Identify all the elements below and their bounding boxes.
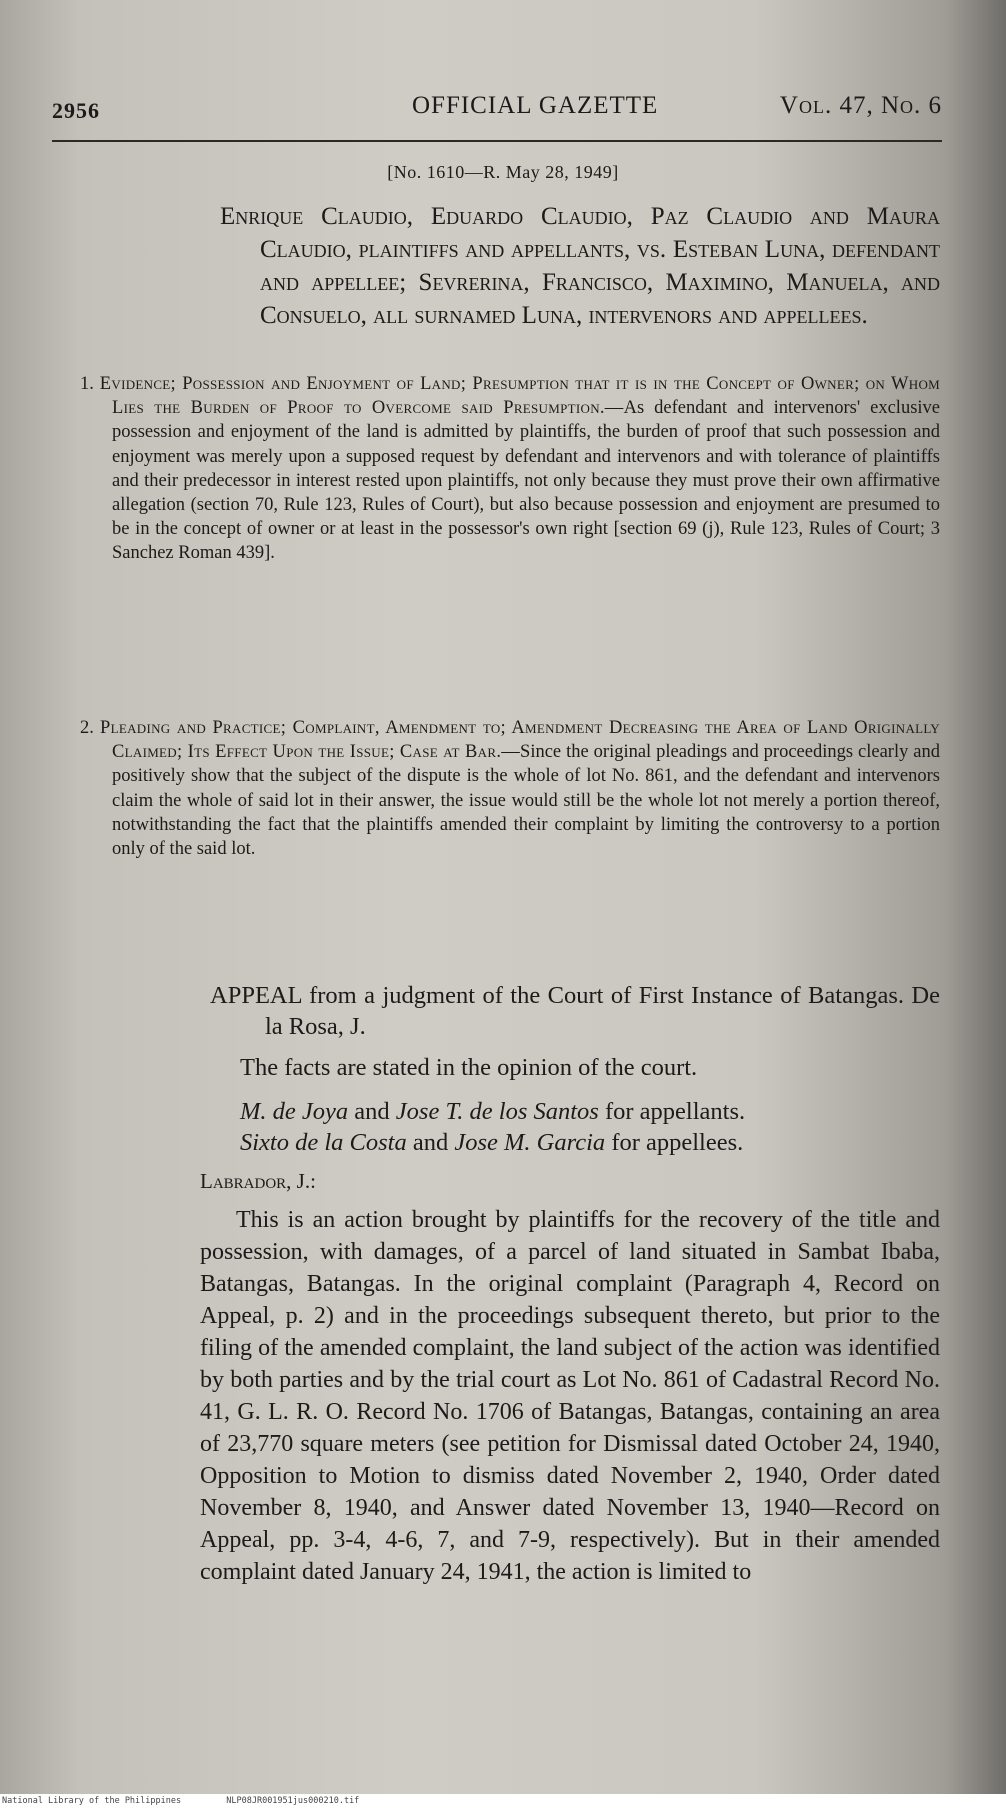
parties-text: Enrique Claudio, Eduardo Claudio, Paz Claudio and Maura Claudio, plaintiffs and appellants, vs. Esteban Luna, defendant and appellee; Sevrerina, Francisco, Maximino, Manuela, and Consuelo, all surnamed Luna, intervenors and appellees. xyxy=(220,203,940,329)
page-header xyxy=(52,92,942,132)
counsel-appellants xyxy=(240,1096,940,1127)
counsel-role: for appellants. xyxy=(604,1098,746,1125)
counsel-conjunction: and xyxy=(354,1098,390,1125)
counsel-conjunction: and xyxy=(412,1129,449,1156)
facts-statement: The facts are stated in the opinion of the court. xyxy=(240,1054,698,1081)
case-number: [No. 1610—R. May 28, 1949] xyxy=(387,162,619,182)
scan-filename: NLP08JR001951jus000210.tif xyxy=(226,1796,360,1806)
syllabus-number: 1. xyxy=(80,374,94,394)
header-rule xyxy=(52,140,942,142)
syllabus-item-2 xyxy=(80,716,940,861)
counsel-name: Jose T. de los Santos xyxy=(395,1098,599,1125)
counsel-appellees xyxy=(240,1127,940,1158)
publication-title: OFFICIAL GAZETTE xyxy=(412,92,659,119)
counsel-name: M. de Joya xyxy=(240,1098,349,1125)
counsel-name: Jose M. Garcia xyxy=(454,1129,606,1156)
syllabus-heading: Pleading and Practice; Complaint, Amendment to; Amendment Decreasing the Area of Land Originally Claimed; Its Effect Upon the Issue; Case at Bar.— xyxy=(100,718,940,763)
judge-name: Labrador, J.: xyxy=(200,1169,316,1193)
library-credit: National Library of the Philippines xyxy=(2,1796,182,1806)
volume-number: Vol. 47, No. 6 xyxy=(779,92,942,119)
counsel-block xyxy=(210,1096,940,1158)
syllabus-text: As defendant and intervenors' exclusive possession and enjoyment of the land is admitted by plaintiffs, the burden of proof that such possession and enjoyment was merely upon a supposed request by defendant and intervenors and with tolerance of plaintiffs and their predecessor in interest rested upon plaintiffs, not only because they must prove their own affirmative allegation (section 70, Rule 123, Rules of Court), but also because possession and enjoyment are presumed to be in the concept of owner or at least in the possessor's own right [section 69 (j), Rule 123, Rules of Court; 3 Sanchez Roman 439]. xyxy=(112,398,940,564)
opinion-text: This is an action brought by plaintiffs for the recovery of the title and possession, with damages, of a parcel of land situated in Sambat Ibaba, Batangas, Batangas. In the original complaint (Paragraph 4, Record on Appeal, p. 2) and in the proceedings subsequent thereto, but prior to the filing of the amended complaint, the land subject of the action was identified by both parties and by the trial court as Lot No. 861 of Cadastral Record No. 41, G. L. R. O. Record No. 1706 of Batangas, Batangas, containing an area of 23,770 square meters (see petition for Dismissal dated October 24, 1940, Opposition to Motion to dismiss dated November 2, 1940, Order dated November 8, 1940, and Answer dated November 13, 1940—Record on Appeal, pp. 3-4, 4-6, 7, and 7-9, respectively). But in their amended complaint dated January 24, 1941, the action is limited to xyxy=(200,1207,940,1585)
syllabus-number: 2. xyxy=(80,718,94,738)
syllabus-item-1 xyxy=(80,372,940,566)
page-number: 2956 xyxy=(52,98,100,123)
counsel-name: Sixto de la Costa xyxy=(240,1129,407,1156)
scan-footer xyxy=(0,1794,1006,1808)
syllabus-text: Since the original pleadings and proceedings clearly and positively show that the subject of the dispute is the whole of lot No. 861, and the defendant and intervenors claim the whole of said lot in their answer, the issue would still be the whole lot not merely a portion thereof, notwithstanding the fact that the plaintiffs amended their complaint by limiting the controversy to a portion only of the said lot. xyxy=(112,742,941,860)
appeal-statement: APPEAL from a judgment of the Court of First Instance of Batangas. De la Rosa, J. xyxy=(210,982,940,1040)
case-parties xyxy=(220,200,940,332)
counsel-role: for appellees. xyxy=(611,1129,744,1156)
syllabus-heading: Evidence; Possession and Enjoyment of Land; Presumption that it is in the Concept of Owner; on Whom Lies the Burden of Proof to Overcome said Presumption.— xyxy=(99,374,941,419)
